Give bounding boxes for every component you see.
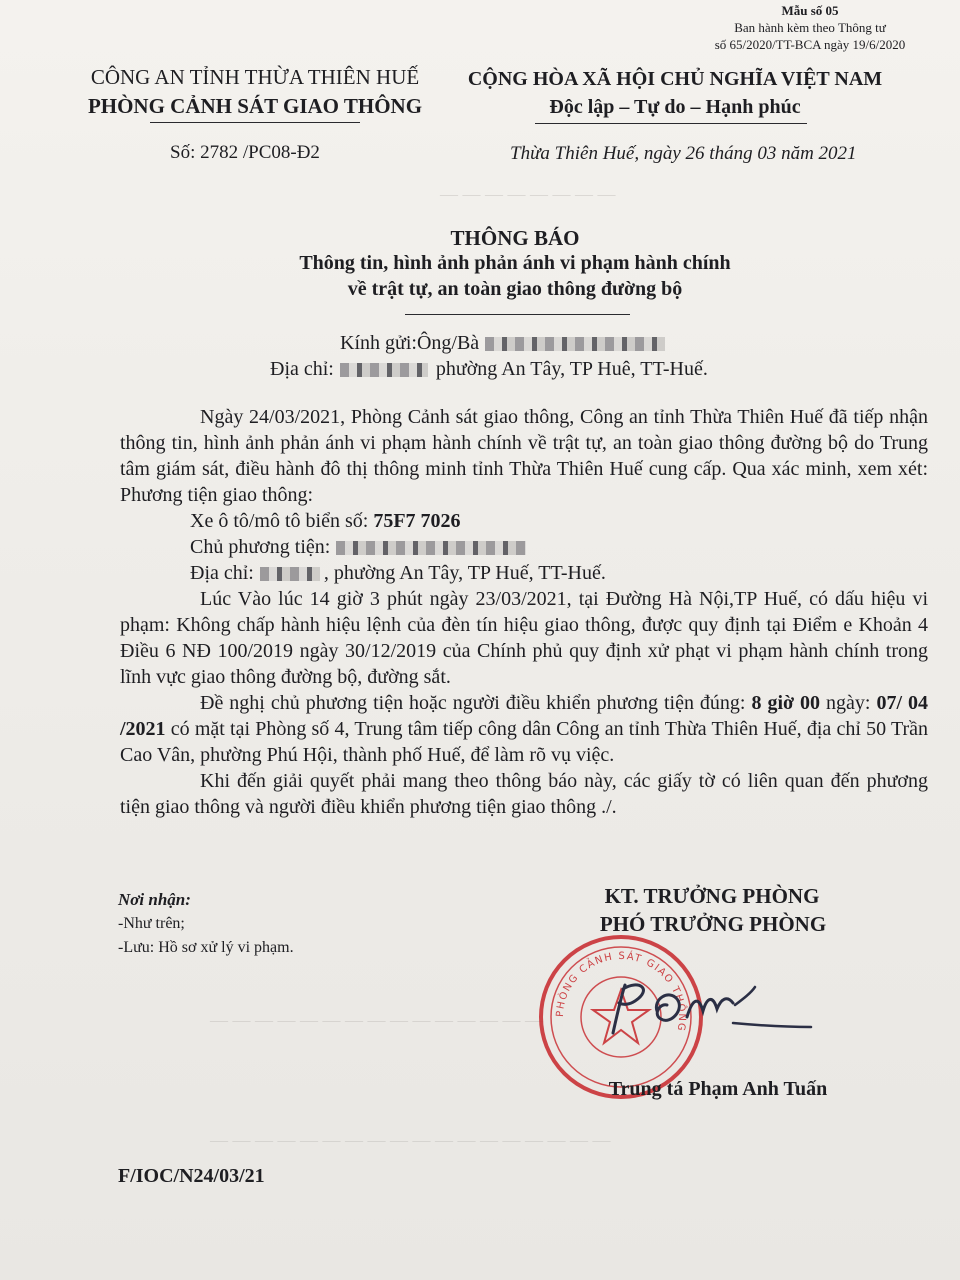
owner-address-line: Địa chỉ: , phường An Tây, TP Huế, TT-Huế. <box>190 562 606 584</box>
bleed-through-text: — — — — — — — — — — — — — — — — — — <box>210 1130 611 1150</box>
body-text <box>120 404 928 820</box>
recipients-list <box>118 888 294 960</box>
body-paragraph-3: Đề nghị chủ phương tiện hoặc người điều khiển phương tiện đúng: 8 giờ 00 ngày: 07/ 04 /2021 có mặt tại Phòng số 4, Trung tâm tiếp công dân Công an tỉnh Thừa Thiên Huế, địa chỉ 50 Trần Cao Vân, phường Phú Hội, thành phố Huế, để làm rõ vụ việc. <box>120 692 929 766</box>
appointment-time: 8 giờ 00 <box>751 692 821 714</box>
document-number: Số: 2782 /PC08-Đ2 <box>170 142 320 163</box>
recipients-label: Nơi nhận: <box>118 890 191 909</box>
recipient-greeting <box>340 332 665 355</box>
redacted-owner <box>336 541 526 555</box>
redacted-name <box>485 337 665 351</box>
body-paragraph-2: Lúc Vào lúc 14 giờ 3 phút ngày 23/03/2021, tại Đường Hà Nội,TP Huế, có dấu hiệu vi phạm: Không chấp hành hiệu lệnh của đèn tín hiệu giao thông, được quy định tại Điểm e Khoản 4 Điều 6 NĐ 100/2019 ngày 30/12/2019 của Chính phủ quy định xử phạt vi phạm hành chính trong lĩnh vực giao thông đường bộ, đường sắt. <box>120 588 928 688</box>
recipient-item: -Như trên; <box>118 915 185 932</box>
redacted-owner-address <box>260 567 320 581</box>
nation-title: CỘNG HÒA XÃ HỘI CHỦ NGHĨA VIỆT NAM <box>467 68 883 90</box>
bleed-through-text: — — — — — — — — — — — — — — — <box>210 1010 543 1030</box>
body-paragraph-4: Khi đến giải quyết phải mang theo thông báo này, các giấy tờ có liên quan đến phương tiện giao thông và người điều khiển phương tiện giao thông ./. <box>120 770 928 818</box>
nation-motto: Độc lập – Tự do – Hạnh phúc <box>549 96 801 118</box>
address-tail: phường An Tây, TP Huê, TT-Huế. <box>435 358 708 380</box>
motto-underline <box>535 123 807 124</box>
seal-text: PHÒNG CẢNH SÁT GIAO THÔNG <box>554 950 688 1033</box>
document-subtitle-line1: Thông tin, hình ảnh phản ánh vi phạm hành chính <box>299 252 731 274</box>
title-underline <box>405 314 630 315</box>
address-label: Địa chỉ: <box>270 358 334 380</box>
signature-title-1: KT. TRƯỞNG PHÒNG <box>604 884 820 908</box>
handwritten-signature <box>595 975 825 1045</box>
greeting-label: Kính gửi:Ông/Bà <box>340 332 480 354</box>
org-parent: CÔNG AN TỈNH THỪA THIÊN HUẾ <box>90 65 420 89</box>
signature-title-2: PHÓ TRƯỞNG PHÒNG <box>599 912 827 936</box>
form-issued-line: Ban hành kèm theo Thông tư <box>734 20 886 35</box>
redacted-address <box>340 363 428 377</box>
form-number: Mẫu số 05 <box>781 3 839 18</box>
form-circular-line: số 65/2020/TT-BCA ngày 19/6/2020 <box>714 37 906 52</box>
document-reference: F/IOC/N24/03/21 <box>118 1165 265 1187</box>
org-unit: PHÒNG CẢNH SÁT GIAO THÔNG <box>87 94 423 118</box>
owner-line: Chủ phương tiện: <box>120 534 928 560</box>
recipient-address <box>270 358 708 381</box>
org-underline <box>150 122 360 123</box>
signer-name: Trung tá Phạm Anh Tuấn <box>608 1078 828 1100</box>
body-paragraph-1: Ngày 24/03/2021, Phòng Cảnh sát giao thông, Công an tỉnh Thừa Thiên Huế đã tiếp nhận thông tin, hình ảnh phản ánh vi phạm hành chính về trật tự, an toàn giao thông đường bộ do Trung tâm giám sát, điều hành đô thị thông minh tỉnh Thừa Thiên Huế cung cấp. Qua xác minh, xem xét: Phương tiện giao thông: <box>120 406 928 506</box>
document-subtitle-line2: về trật tự, an toàn giao thông đường bộ <box>347 278 683 300</box>
plate-line: Xe ô tô/mô tô biển số: 75F7 7026 <box>190 510 461 532</box>
bleed-through-text: — — — — — — — — <box>440 184 616 204</box>
place-date: Thừa Thiên Huế, ngày 26 tháng 03 năm 2021 <box>510 143 857 164</box>
plate-number: 75F7 7026 <box>373 510 461 532</box>
document-title: THÔNG BÁO <box>450 226 580 250</box>
recipient-item: -Lưu: Hồ sơ xử lý vi phạm. <box>118 939 294 956</box>
appointment-date: 07/ 04 /2021 <box>120 692 929 740</box>
form-number-block <box>700 2 920 53</box>
